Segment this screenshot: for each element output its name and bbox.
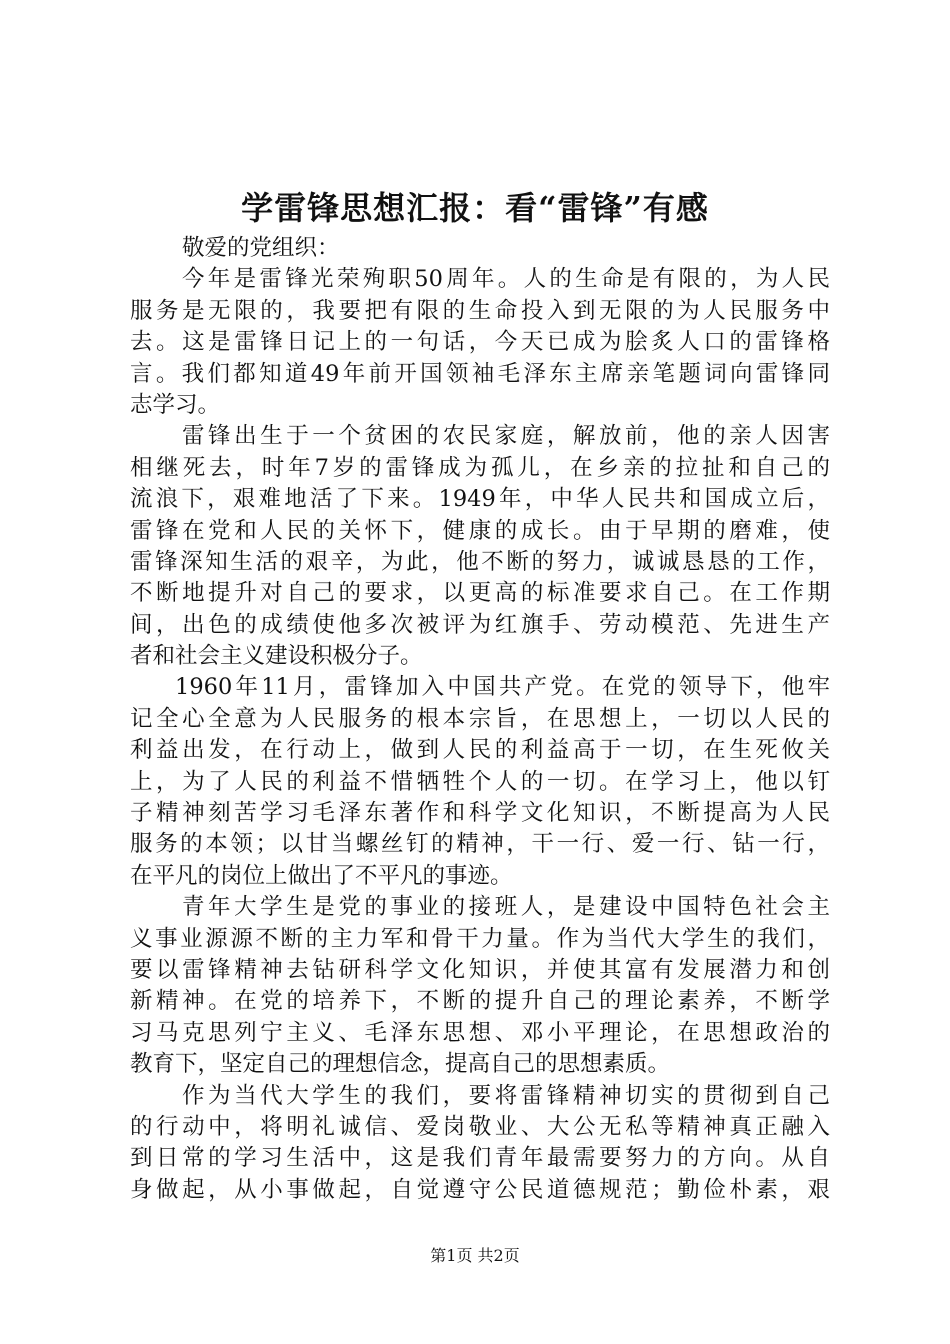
paragraph-1-line: 今年是雷锋光荣殉职50周年。人的生命是有限的，为人民 [182,266,830,293]
paragraph-3-line: 在平凡的岗位上做出了不平凡的事迹。 [130,862,513,889]
paragraph-3-line: 记全心全意为人民服务的根本宗旨，在思想上，一切以人民的 [130,705,830,732]
paragraph-2-line: 雷锋出生于一个贫困的农民家庭，解放前，他的亲人因害 [182,423,830,450]
salutation: 敬爱的党组织： [182,235,340,261]
paragraph-4-line: 习马克思列宁主义、毛泽东思想、邓小平理论，在思想政治的 [130,1019,830,1046]
paragraph-5-line: 的行动中，将明礼诚信、爱岗敬业、大公无私等精神真正融入 [130,1113,830,1140]
paragraph-1-line: 志学习。 [130,391,221,418]
paragraph-2-line: 者和社会主义建设积极分子。 [130,643,423,670]
document-title: 学雷锋思想汇报：看“雷锋”有感 [241,189,709,227]
paragraph-2-line: 雷锋深知生活的艰辛，为此，他不断的努力，诚诚恳恳的工作， [130,548,830,575]
paragraph-1-line: 去。这是雷锋日记上的一句话，今天已成为脍炙人口的雷锋格 [130,329,830,356]
paragraph-4-line: 新精神。在党的培养下，不断的提升自己的理论素养，不断学 [130,988,830,1015]
paragraph-4-line: 教育下，坚定自己的理想信念，提高自己的思想素质。 [130,1051,671,1078]
paragraph-5-line: 身做起，从小事做起，自觉遵守公民道德规范；勤俭朴素，艰 [130,1176,830,1203]
paragraph-2-line: 不断地提升对自己的要求，以更高的标准要求自己。在工作期 [130,580,830,607]
paragraph-4-line: 青年大学生是党的事业的接班人，是建设中国特色社会主 [182,894,830,921]
paragraph-3-line: 服务的本领；以甘当螺丝钉的精神，干一行、爱一行、钻一行， [130,831,830,858]
paragraph-1-line: 服务是无限的，我要把有限的生命投入到无限的为人民服务中 [130,297,830,324]
paragraph-3-line: 利益出发，在行动上，做到人民的利益高于一切，在生死攸关 [130,737,830,764]
paragraph-3-line: 子精神刻苦学习毛泽东著作和科学文化知识，不断提高为人民 [130,800,830,827]
paragraph-2-line: 间，出色的成绩使他多次被评为红旗手、劳动模范、先进生产 [130,611,830,638]
paragraph-1-line: 言。我们都知道49年前开国领袖毛泽东主席亲笔题词向雷锋同 [130,360,830,387]
paragraph-2-line: 雷锋在党和人民的关怀下，健康的成长。由于早期的磨难，使 [130,517,830,544]
paragraph-2-line: 流浪下，艰难地活了下来。1949年，中华人民共和国成立后， [130,486,830,513]
page-number-footer: 第1页 共2页 [430,1246,520,1265]
paragraph-5-line: 作为当代大学生的我们，要将雷锋精神切实的贯彻到自己 [182,1082,830,1109]
paragraph-3-line: 上，为了人民的利益不惜牺牲个人的一切。在学习上，他以钉 [130,768,830,795]
paragraph-3-line: 1960年11月，雷锋加入中国共产党。在党的领导下，他牢 [175,674,830,701]
paragraph-2-line: 相继死去，时年7岁的雷锋成为孤儿，在乡亲的拉扯和自己的 [130,454,830,481]
paragraph-4-line: 要以雷锋精神去钻研科学文化知识，并使其富有发展潜力和创 [130,956,830,983]
document-body [130,233,830,1206]
paragraph-5-line: 到日常的学习生活中，这是我们青年最需要努力的方向。从自 [130,1145,830,1172]
paragraph-4-line: 义事业源源不断的主力军和骨干力量。作为当代大学生的我们， [130,925,830,952]
